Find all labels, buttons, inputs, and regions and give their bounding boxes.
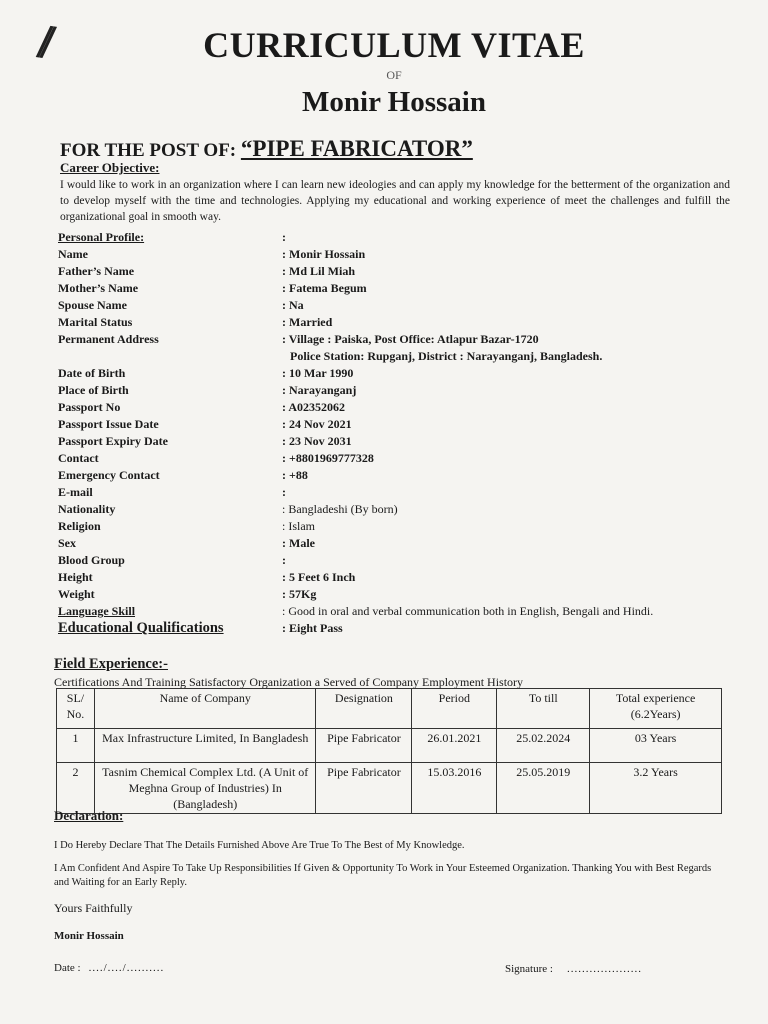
- profile-value: : Married: [282, 315, 333, 329]
- date-line: [54, 962, 164, 974]
- profile-label: Religion: [58, 519, 101, 533]
- profile-value: : Narayanganj: [282, 383, 357, 397]
- cell-period: 15.03.2016: [412, 763, 497, 814]
- address-line-2: Police Station: Rupganj, District : Narayanganj, Bangladesh.: [290, 349, 603, 363]
- profile-row: [58, 450, 748, 467]
- field-experience-heading: Field Experience:-: [54, 656, 168, 672]
- col-total-line-1: Total experience: [615, 691, 696, 705]
- profile-label: Nationality: [58, 502, 116, 516]
- profile-value: : +8801969777328: [282, 451, 374, 465]
- cell-total: 03 Years: [590, 729, 722, 763]
- profile-row: [58, 501, 748, 518]
- profile-row: [58, 433, 748, 450]
- signature-label: Signature :: [505, 963, 553, 975]
- profile-row: [58, 365, 748, 382]
- col-designation: Designation: [316, 689, 412, 729]
- profile-value: : 23 Nov 2031: [282, 434, 352, 448]
- col-company: Name of Company: [94, 689, 316, 729]
- declaration-line-2: I Am Confident And Aspire To Take Up Responsibilities If Given & Opportunity To Work in Your Esteemed Organization. Thanking You with Best Regards and Waiting for an Early Reply.: [54, 863, 712, 888]
- profile-row: [58, 467, 748, 484]
- signer-name: Monir Hossain: [54, 930, 124, 942]
- cell-sl: 2: [57, 763, 95, 814]
- profile-label: Father’s Name: [58, 264, 135, 278]
- post-title: “PIPE FABRICATOR”: [240, 136, 473, 161]
- closing-text: Yours Faithfully: [54, 901, 133, 915]
- profile-value: : A02352062: [282, 400, 345, 414]
- address-line-1: : Village : Paiska, Post Office: Atlapur Bazar-1720: [282, 332, 539, 346]
- profile-row: [58, 569, 748, 586]
- profile-label: Contact: [58, 451, 99, 465]
- profile-value: : 10 Mar 1990: [282, 366, 354, 380]
- language-value: : Good in oral and verbal communication both in English, Bengali and Hindi.: [282, 604, 654, 618]
- profile-row: [58, 314, 748, 331]
- profile-row: [58, 280, 748, 297]
- profile-label: Height: [58, 570, 93, 584]
- cell-to-till: 25.02.2024: [497, 729, 590, 763]
- document-title: CURRICULUM VITAE: [203, 25, 585, 65]
- declaration-heading: Declaration:: [54, 808, 124, 823]
- address-value: [282, 331, 748, 365]
- profile-row: [58, 399, 748, 416]
- signature-blank: ....................: [566, 963, 642, 975]
- col-total: [590, 689, 722, 729]
- education-value: : Eight Pass: [282, 621, 343, 635]
- profile-value: : Md Lil Miah: [282, 264, 356, 278]
- profile-heading-colon: :: [282, 230, 286, 244]
- col-to-till: To till: [497, 689, 590, 729]
- profile-row: [58, 518, 748, 535]
- education-row: [58, 620, 748, 637]
- personal-profile: [58, 229, 748, 637]
- education-label: Educational Qualifications: [58, 620, 224, 636]
- profile-label: Passport Issue Date: [58, 417, 159, 431]
- profile-label: Blood Group: [58, 553, 125, 567]
- profile-label: Weight: [58, 587, 95, 601]
- candidate-name-heading: Monir Hossain: [302, 86, 486, 118]
- profile-value: :: [282, 485, 286, 499]
- profile-label: Mother’s Name: [58, 281, 139, 295]
- cell-company: Tasnim Chemical Complex Ltd. (A Unit of Meghna Group of Industries) In (Bangladesh): [94, 763, 316, 814]
- profile-label: Marital Status: [58, 315, 133, 329]
- profile-label: Name: [58, 247, 88, 261]
- col-period: Period: [412, 689, 497, 729]
- profile-heading-row: [58, 229, 748, 246]
- of-label: OF: [386, 68, 402, 82]
- profile-value: : Fatema Begum: [282, 281, 367, 295]
- corner-mark: //: [34, 17, 49, 65]
- table-header-row: [57, 689, 722, 729]
- career-objective-heading: Career Objective:: [60, 160, 160, 175]
- profile-label: Passport No: [58, 400, 121, 414]
- cell-designation: Pipe Fabricator: [316, 763, 412, 814]
- cell-period: 26.01.2021: [412, 729, 497, 763]
- profile-value: : Monir Hossain: [282, 247, 366, 261]
- post-prefix: FOR THE POST OF:: [60, 140, 241, 161]
- post-line: [60, 136, 473, 162]
- profile-row: [58, 297, 748, 314]
- profile-row: [58, 416, 748, 433]
- cell-to-till: 25.05.2019: [497, 763, 590, 814]
- date-blank: ..../..../..........: [88, 962, 165, 974]
- signature-line: [505, 963, 642, 975]
- date-label: Date :: [54, 962, 81, 974]
- profile-value: : +88: [282, 468, 308, 482]
- cell-company: Max Infrastructure Limited, In Bangladesh: [94, 729, 316, 763]
- profile-value: : 24 Nov 2021: [282, 417, 352, 431]
- profile-value: : Male: [282, 536, 315, 550]
- profile-value: : Islam: [282, 519, 315, 533]
- profile-label: Date of Birth: [58, 366, 126, 380]
- career-objective-text: I would like to work in an organization where I can learn new ideologies and can apply my knowledge for the betterment of the organization and to develop myself with the time and technologies. Applying my educational and working experience of meet the challenges and fulfill the organizational goal in smooth way.: [60, 179, 730, 223]
- declaration-line-1: I Do Hereby Declare That The Details Furnished Above Are True To The Best of My Knowledge.: [54, 840, 465, 851]
- col-sl: SL/ No.: [57, 689, 95, 729]
- address-row: [58, 331, 748, 365]
- profile-row: [58, 382, 748, 399]
- experience-subtitle: Certifications And Training Satisfactory Organization a Served of Company Employment History: [54, 675, 524, 689]
- profile-value: : Na: [282, 298, 304, 312]
- profile-value: : 5 Feet 6 Inch: [282, 570, 356, 584]
- address-label: Permanent Address: [58, 332, 159, 346]
- cell-designation: Pipe Fabricator: [316, 729, 412, 763]
- language-row: [58, 603, 748, 620]
- profile-label: E-mail: [58, 485, 93, 499]
- profile-label: Spouse Name: [58, 298, 128, 312]
- profile-label: Place of Birth: [58, 383, 129, 397]
- profile-value: : 57Kg: [282, 587, 317, 601]
- profile-value: : Bangladeshi (By born): [282, 502, 398, 516]
- profile-row: [58, 484, 748, 501]
- profile-value: :: [282, 553, 286, 567]
- profile-label: Sex: [58, 536, 76, 550]
- table-row: [57, 763, 722, 814]
- col-total-line-2: (6.2Years): [630, 707, 681, 721]
- cell-sl: 1: [57, 729, 95, 763]
- profile-row: [58, 586, 748, 603]
- profile-row: [58, 246, 748, 263]
- cell-total: 3.2 Years: [590, 763, 722, 814]
- language-label: Language Skill: [58, 604, 136, 618]
- profile-row: [58, 263, 748, 280]
- profile-row: [58, 535, 748, 552]
- profile-row: [58, 552, 748, 569]
- profile-label: Emergency Contact: [58, 468, 160, 482]
- profile-label: Passport Expiry Date: [58, 434, 168, 448]
- table-row: [57, 729, 722, 763]
- experience-table: [56, 688, 722, 814]
- personal-profile-heading: Personal Profile:: [58, 230, 145, 244]
